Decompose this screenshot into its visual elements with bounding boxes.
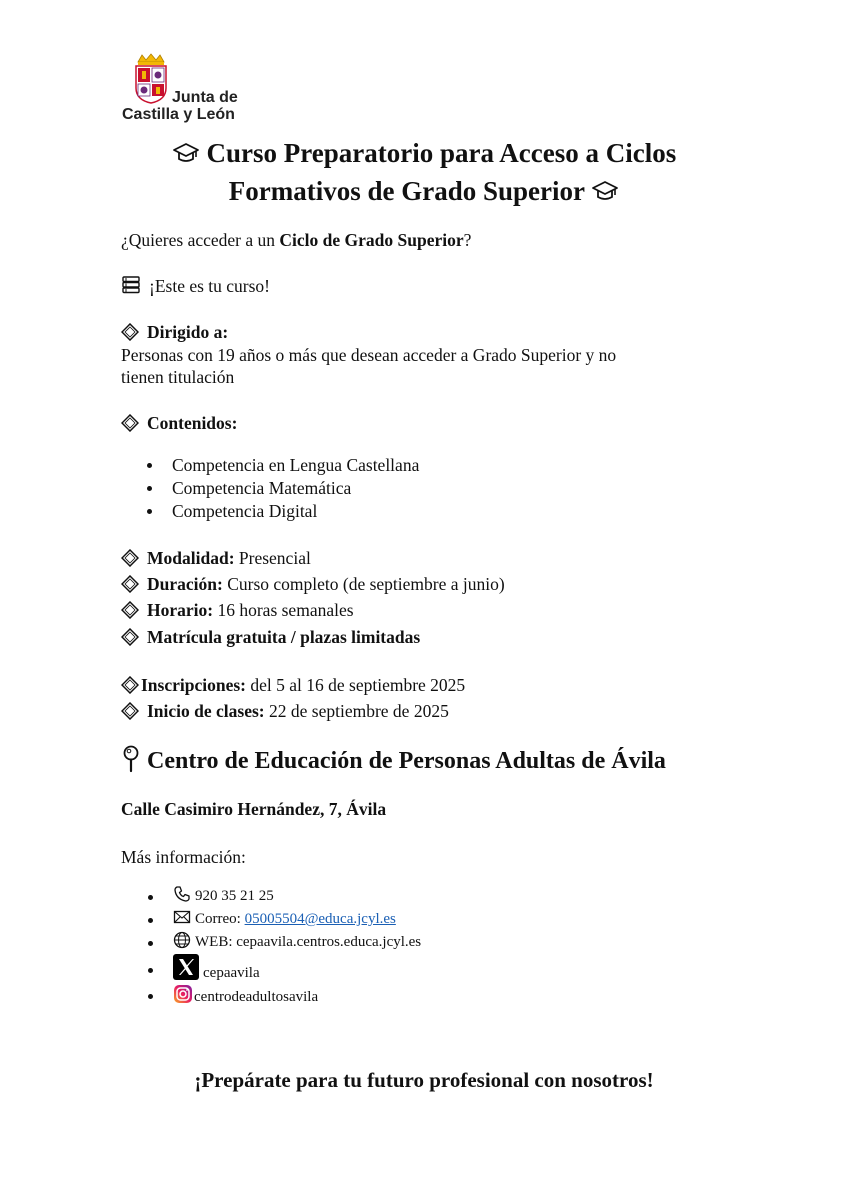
diamond-icon bbox=[121, 323, 139, 341]
matricula-text: Matrícula gratuita / plazas limitadas bbox=[147, 627, 421, 647]
title-text-line2: Formativos de Grado Superior bbox=[228, 176, 585, 206]
center-heading bbox=[121, 745, 666, 776]
horario-line bbox=[121, 599, 354, 621]
envelope-icon bbox=[173, 908, 191, 926]
center-name: Centro de Educación de Personas Adultas de Ávila bbox=[147, 748, 666, 774]
contact-phone bbox=[121, 885, 421, 908]
instagram-handle[interactable]: centrodeadultosavila bbox=[194, 989, 319, 1005]
diamond-icon bbox=[121, 414, 139, 432]
horario-value: 16 horas semanales bbox=[213, 600, 354, 620]
email-link[interactable]: 05005504@educa.jcyl.es bbox=[244, 911, 396, 927]
duracion-line bbox=[121, 573, 505, 595]
list-item bbox=[121, 500, 419, 523]
duracion-value: Curso completo (de septiembre a junio) bbox=[222, 574, 505, 594]
inicio-line bbox=[121, 700, 449, 722]
contact-list bbox=[121, 885, 421, 1007]
inscripciones-label: Inscripciones: bbox=[141, 675, 246, 695]
inscripciones-line bbox=[121, 674, 465, 696]
books-icon bbox=[121, 275, 141, 295]
phone-number: 920 35 21 25 bbox=[195, 888, 274, 904]
list-item-text: Competencia Matemática bbox=[172, 478, 352, 498]
phone-icon bbox=[173, 885, 191, 903]
more-info-label: Más información: bbox=[121, 847, 246, 867]
contenidos-heading bbox=[121, 412, 237, 434]
intro-text: ¿Quieres acceder a un bbox=[121, 230, 280, 250]
contact-instagram bbox=[121, 984, 421, 1007]
instagram-icon bbox=[173, 984, 193, 1004]
list-item-text: Competencia en Lengua Castellana bbox=[172, 455, 420, 475]
list-item bbox=[121, 477, 419, 500]
x-logo-icon bbox=[173, 954, 199, 980]
contenidos-list bbox=[121, 454, 419, 523]
graduation-cap-icon bbox=[591, 179, 619, 203]
intro-question bbox=[121, 229, 471, 251]
globe-icon bbox=[173, 931, 191, 949]
list-item bbox=[121, 454, 419, 477]
contact-x bbox=[121, 954, 421, 984]
graduation-cap-icon bbox=[172, 141, 200, 165]
dirigido-text-line1: Personas con 19 años o más que desean acceder a Grado Superior y no bbox=[121, 345, 617, 365]
list-item-text: Competencia Digital bbox=[172, 501, 318, 521]
contact-web bbox=[121, 931, 421, 954]
email-label: Correo: bbox=[195, 911, 245, 927]
diamond-icon bbox=[121, 702, 139, 720]
dirigido-label: Dirigido a: bbox=[147, 322, 229, 342]
diamond-icon bbox=[121, 628, 139, 646]
diamond-icon bbox=[121, 601, 139, 619]
center-address: Calle Casimiro Hernández, 7, Ávila bbox=[121, 799, 387, 819]
web-text[interactable]: WEB: cepaavila.centros.educa.jcyl.es bbox=[195, 934, 422, 950]
title-text-line1: Curso Preparatorio para Acceso a Ciclos bbox=[206, 138, 677, 168]
footer-slogan: ¡Prepárate para tu futuro profesional con nosotros! bbox=[194, 1068, 654, 1092]
horario-label: Horario: bbox=[147, 600, 214, 620]
matricula-line bbox=[121, 626, 420, 648]
page-title-line2 bbox=[60, 174, 788, 208]
dirigido-text-line2: tienen titulación bbox=[121, 367, 235, 387]
modalidad-value: Presencial bbox=[234, 548, 311, 568]
location-pin-icon bbox=[121, 745, 141, 773]
logo-text-line1: Junta de bbox=[172, 89, 238, 106]
inicio-label: Inicio de clases: bbox=[147, 701, 265, 721]
contact-email bbox=[121, 908, 421, 931]
inscripciones-value: del 5 al 16 de septiembre 2025 bbox=[246, 675, 466, 695]
junta-logo bbox=[122, 52, 262, 124]
tagline-text: ¡Este es tu curso! bbox=[149, 276, 271, 296]
dirigido-heading bbox=[121, 321, 228, 343]
modalidad-line bbox=[121, 547, 311, 569]
coat-of-arms-icon bbox=[132, 52, 170, 104]
duracion-label: Duración: bbox=[147, 574, 223, 594]
page-title-line1 bbox=[60, 136, 788, 170]
logo-text-line2: Castilla y León bbox=[122, 106, 235, 123]
contenidos-label: Contenidos: bbox=[147, 413, 238, 433]
modalidad-label: Modalidad: bbox=[147, 548, 235, 568]
x-handle[interactable]: cepaavila bbox=[203, 965, 260, 981]
diamond-icon bbox=[121, 549, 139, 567]
inicio-value: 22 de septiembre de 2025 bbox=[264, 701, 449, 721]
diamond-icon bbox=[121, 575, 139, 593]
intro-bold: Ciclo de Grado Superior bbox=[279, 230, 464, 250]
intro-end: ? bbox=[463, 230, 472, 250]
diamond-icon bbox=[121, 676, 139, 694]
tagline bbox=[121, 275, 270, 297]
